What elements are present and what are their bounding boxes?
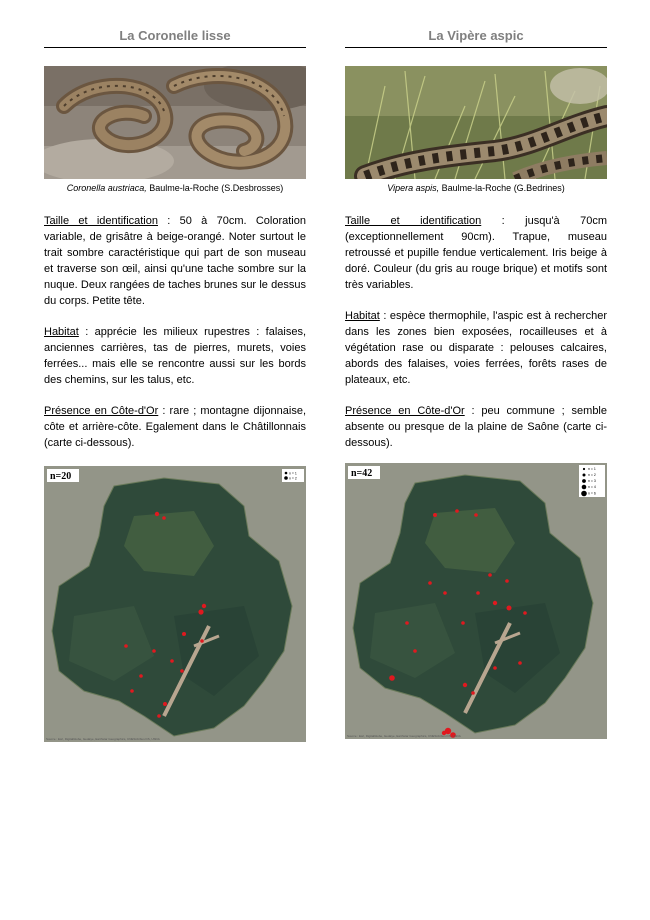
legend-item: n = 2: [289, 476, 297, 481]
column-coronelle: [44, 28, 306, 451]
habitat-paragraph: [44, 324, 306, 388]
vipere-photo: [345, 66, 607, 179]
caption-credit: Baulme-la-Roche (G.Bedrines): [439, 183, 565, 193]
photo-caption: [345, 182, 607, 194]
vipere-distribution-map: [345, 463, 607, 739]
presence-heading: Présence en Côte-d'Or: [44, 405, 159, 417]
legend-item: n = 1: [289, 471, 297, 476]
taille-paragraph: [44, 213, 306, 309]
svg-text:Source : Esri, DigitalGlobe, G: Source : Esri, DigitalGlobe, GeoEye, Earthstar Geographics, CNES/Airbus DS, USDA: [46, 737, 160, 741]
sample-count-label: n=20: [50, 471, 72, 482]
presence-text: : rare ; montagne dijonnaise, côte et arrière-côte. Egalement dans le Châtillonnais (carte ci-dessous).: [44, 405, 306, 449]
habitat-heading: Habitat: [345, 310, 380, 322]
taille-paragraph: [345, 213, 607, 293]
photo-caption: [44, 182, 306, 194]
coronelle-distribution-map: [44, 466, 306, 742]
section-title: La Vipère aspic: [345, 28, 607, 48]
taille-heading: Taille et identification: [44, 215, 158, 227]
caption-credit: Baulme-la-Roche (S.Desbrosses): [146, 183, 284, 193]
habitat-text: : espèce thermophile, l'aspic est à rechercher dans les zones bien exposées, rocailleuses et à végétation rase ou disparate : pelouses calcaires, abords des falaises, voies ferrées, forêts rases de plateaux, etc.: [345, 310, 607, 386]
column-vipere: [345, 28, 607, 451]
presence-text: : peu commune ; semble absente ou presque de la plaine de Saône (carte ci-dessous).: [345, 405, 607, 449]
taille-text: : 50 à 70cm. Coloration variable, de grisâtre à beige-orangé. Noter surtout le trait sombre caractéristique qui part de son museau et traverse son œil, ainsi qu'une tache sombre sur la nuque. Deux rangées de taches brunes sur le dessus du corps. Petite tête.: [44, 215, 306, 307]
taille-text: : jusqu'à 70cm (exceptionnellement 90cm). Trapue, museau retroussé et pupille fendue verticalement. Iris beige à doré. Couleur (du gris au rouge brique) et motifs sont très variables.: [345, 215, 607, 291]
caption-species: Vipera aspis,: [387, 183, 440, 193]
legend-item: n = 2: [588, 473, 596, 478]
svg-text:Source : Esri, DigitalGlobe, G: Source : Esri, DigitalGlobe, GeoEye, Earthstar Geographics, CNES/Airbus DS, USDA: [347, 734, 461, 738]
caption-species: Coronella austriaca,: [66, 183, 147, 193]
legend-item: n = 3: [588, 479, 596, 484]
presence-paragraph: [44, 403, 306, 451]
habitat-paragraph: [345, 308, 607, 388]
sample-count-label: n=42: [351, 468, 373, 479]
presence-paragraph: [345, 403, 607, 451]
habitat-text: : apprécie les milieux rupestres : falaises, anciennes carrières, tas de pierres, murets, voies ferrées... mais elle se rencontre aussi sur les bords des chemins, sur les talus, etc.: [44, 326, 306, 386]
presence-heading: Présence en Côte-d'Or: [345, 405, 465, 417]
section-title: La Coronelle lisse: [44, 28, 306, 48]
taille-heading: Taille et identification: [345, 215, 482, 227]
legend-item: n = 4: [588, 485, 596, 490]
coronelle-photo: [44, 66, 306, 179]
habitat-heading: Habitat: [44, 326, 79, 338]
legend-item: n = 1: [588, 467, 596, 472]
legend-item: n = 6: [588, 491, 596, 496]
